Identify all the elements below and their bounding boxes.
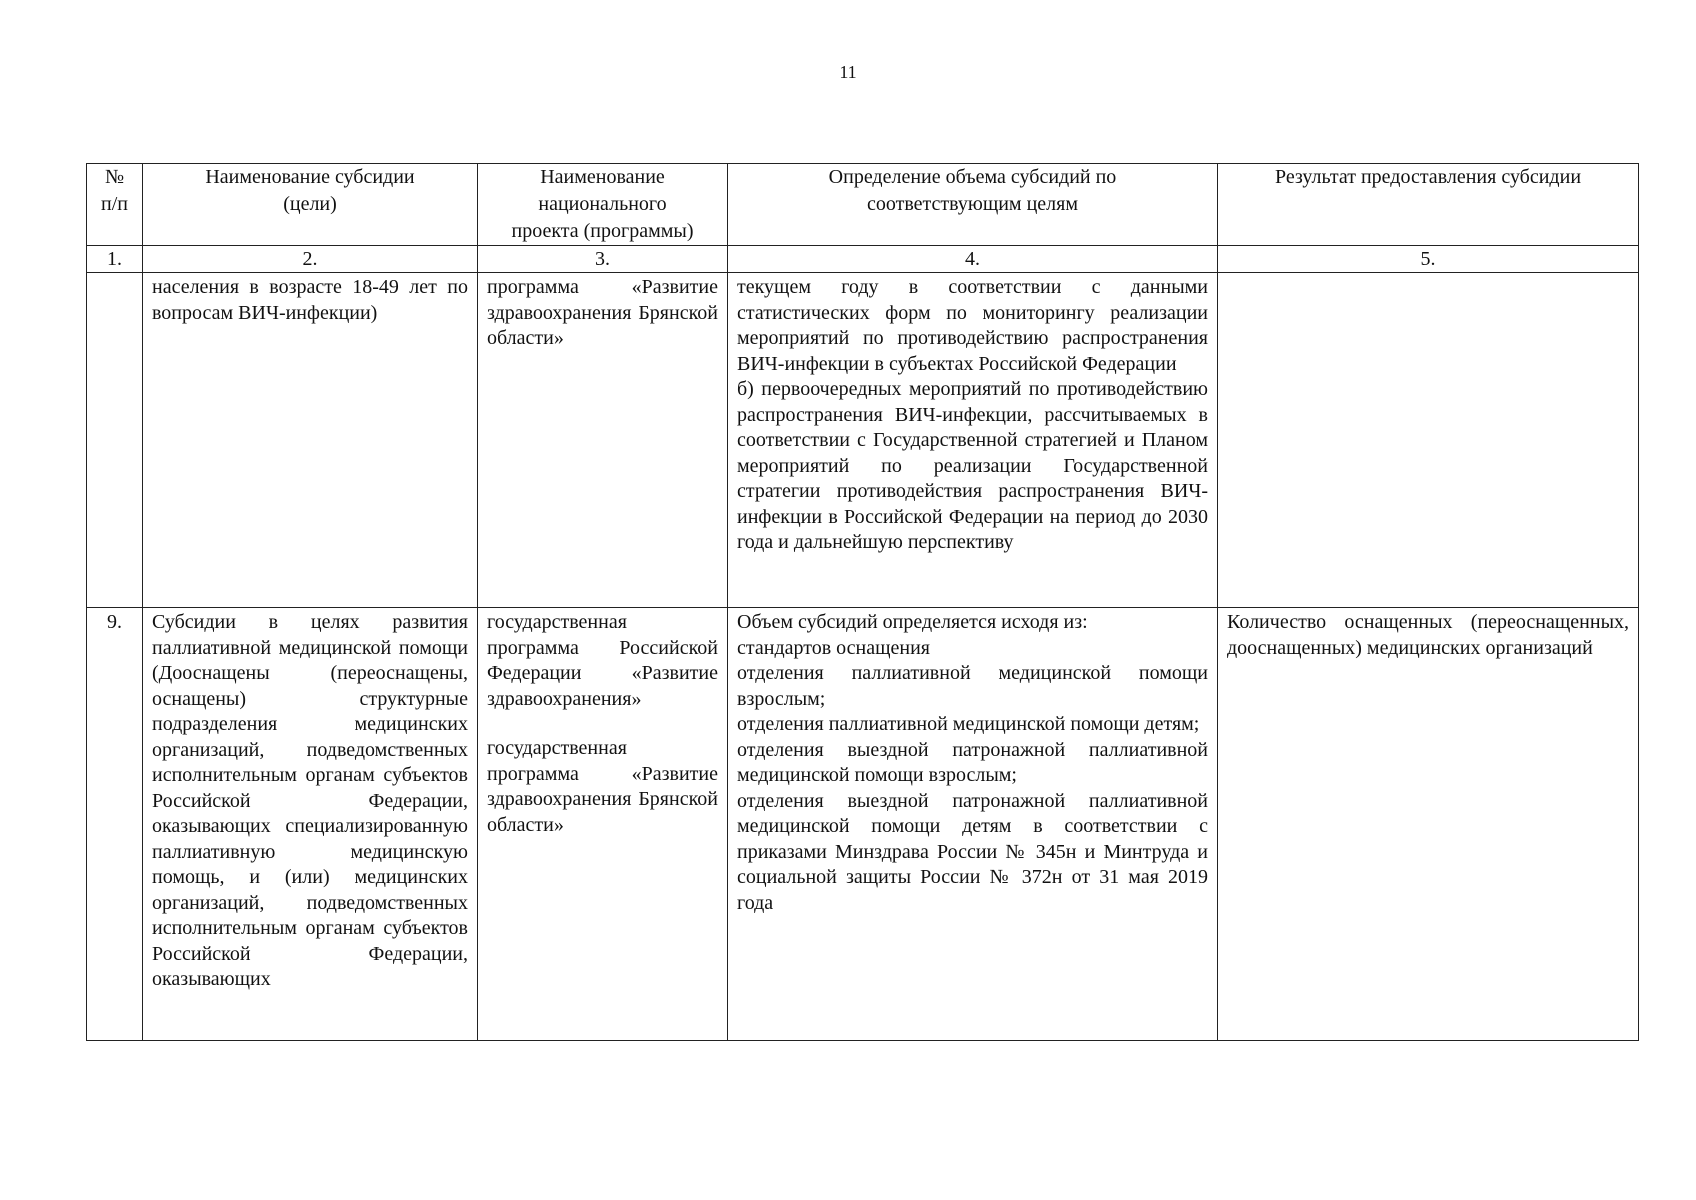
project-gap xyxy=(487,712,718,736)
header-result: Результат предоставления субсидии xyxy=(1218,164,1639,246)
column-number-4: 4. xyxy=(728,246,1218,273)
table-row xyxy=(87,608,1639,1041)
volume-definition: Объем субсидий определяется исходя из: стандартов оснащения отделения паллиативной медицинской помощи взрослым; отделения паллиативной медицинской помощи детям; отделения выездной патронажной паллиативной медицинской помощи взрослым; отделения выездной патронажной паллиативной медицинской помощи детям в соответствии с приказами Минздрава России № 345н и Минтруда и социальной защиты России № 372н от 31 мая 2019 года xyxy=(728,608,1218,1041)
subsidy-name: населения в возрасте 18-49 лет по вопросам ВИЧ-инфекции) xyxy=(143,273,478,608)
column-number-1: 1. xyxy=(87,246,143,273)
subsidy-result xyxy=(1218,273,1639,608)
project-name: государственная программа «Развитие здравоохранения Брянской области» xyxy=(487,737,718,836)
project-name-cell xyxy=(478,608,728,1041)
column-number-5: 5. xyxy=(1218,246,1639,273)
header-project-name: Наименование национального проекта (программы) xyxy=(478,164,728,246)
header-subsidy-name: Наименование субсидии (цели) xyxy=(143,164,478,246)
subsidy-result: Количество оснащенных (переоснащенных, дооснащенных) медицинских организаций xyxy=(1218,608,1639,1041)
subsidy-name: Субсидии в целях развития паллиативной медицинской помощи (Дооснащены (переоснащены, оснащены) структурные подразделения медицинских организаций, подведомственных исполнительным органам субъектов Российской Федерации, оказывающих специализированную паллиативную медицинскую помощь, и (или) медицинских организаций, подведомственных исполнительным органам субъектов Российской Федерации, оказывающих xyxy=(143,608,478,1041)
subsidy-table xyxy=(86,163,1639,1041)
page-number: 11 xyxy=(839,62,857,82)
project-name: государственная программа Российской Федерации «Развитие здравоохранения» xyxy=(487,611,718,710)
header-number: № п/п xyxy=(87,164,143,246)
column-number-3: 3. xyxy=(478,246,728,273)
column-number-2: 2. xyxy=(143,246,478,273)
header-volume-definition: Определение объема субсидий по соответствующим целям xyxy=(728,164,1218,246)
row-number: 9. xyxy=(87,608,143,1041)
column-number-row xyxy=(87,246,1639,273)
row-number xyxy=(87,273,143,608)
header-row xyxy=(87,164,1639,246)
table-row xyxy=(87,273,1639,608)
project-name: программа «Развитие здравоохранения Брянской области» xyxy=(478,273,728,608)
volume-definition: текущем году в соответствии с данными статистических форм по мониторингу реализации мероприятий по противодействию распространения ВИЧ-инфекции в субъектах Российской Федерации б) первоочередных мероприятий по противодействию распространения ВИЧ-инфекции, рассчитываемых в соответствии с Государственной стратегией и Планом мероприятий по реализации Государственной стратегии противодействия распространения ВИЧ-инфекции в Российской Федерации на период до 2030 года и дальнейшую перспективу xyxy=(728,273,1218,608)
